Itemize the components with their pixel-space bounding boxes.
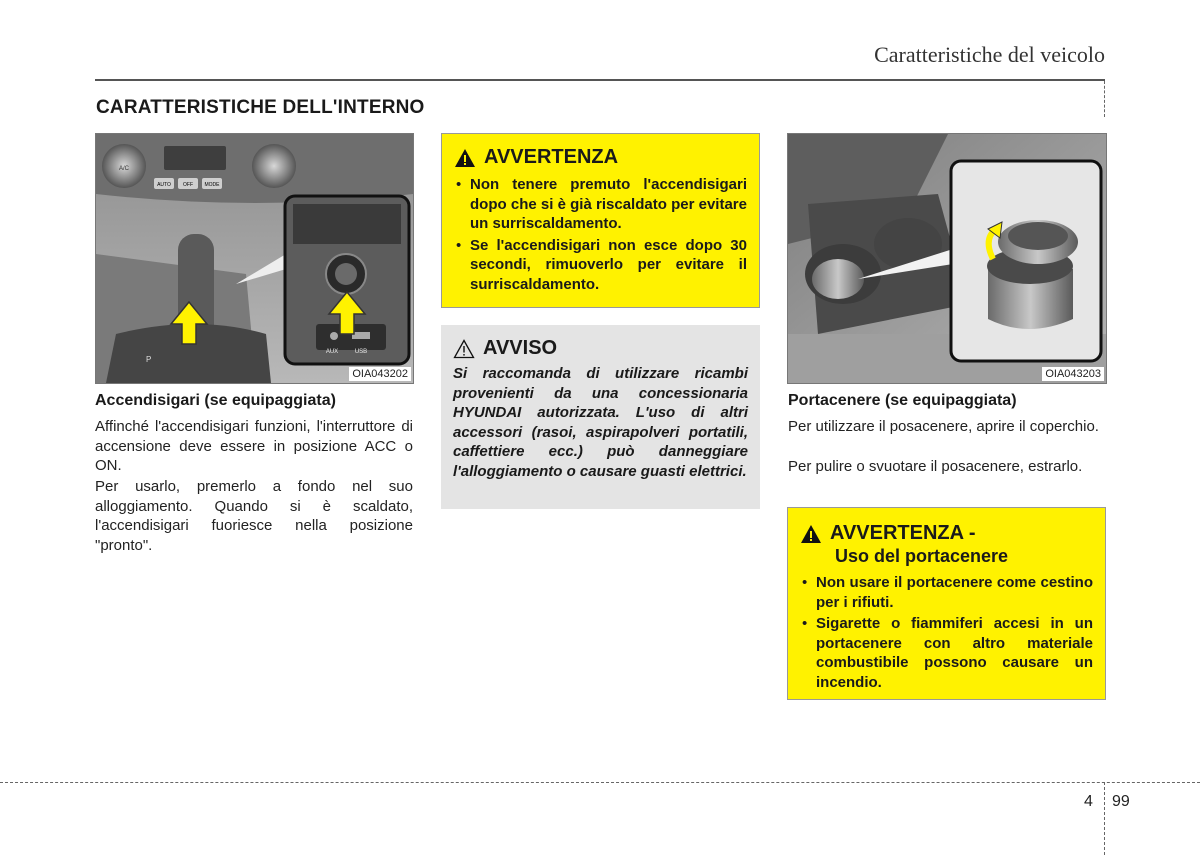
- margin-tick-top: [1104, 81, 1105, 117]
- warning-item: • Sigarette o fiammiferi accesi in un portacenere con altro materiale combustibile possono causare un incendio.: [800, 614, 1093, 692]
- ashtray-warning-box: [787, 507, 1106, 700]
- ashtray-warning-title-text: AVVERTENZA -: [830, 522, 976, 544]
- off-label: OFF: [183, 182, 193, 188]
- warning-title-text: AVVERTENZA: [484, 146, 619, 168]
- warning-item: • Se l'accendisigari non esce dopo 30 secondi, rimuoverlo per evitare il surriscaldamento.: [454, 236, 747, 295]
- aux-label: AUX: [325, 349, 339, 355]
- section-title: CARATTERISTICHE DELL'INTERNO: [96, 97, 425, 118]
- notice-title: [453, 337, 748, 360]
- warning-title: [454, 146, 747, 169]
- warning-item: • Non usare il portacenere come cestino per i rifiuti.: [800, 573, 1093, 612]
- ac-label: A/C: [118, 166, 130, 172]
- lighter-paragraph-1: Affinché l'accendisigari funzioni, l'interruttore di accensione deve essere in posizione ACC o ON.: [95, 418, 413, 474]
- gear-p-label: P: [146, 355, 152, 364]
- notice-body: Si raccomanda di utilizzare ricambi provenienti da una concessionaria HYUNDAI autorizzata. L'uso di altri accessori (rasoi, aspirapolveri portatili, caffettiere ecc.) può danneggiare l'alloggiamento o causare guasti elettrici.: [453, 365, 748, 480]
- margin-tick-bottom: [1104, 782, 1105, 855]
- ashtray-warning-title: [800, 522, 1093, 545]
- lighter-paragraph-2: Per usarlo, premerlo a fondo nel suo alloggiamento. Quando si è scaldato, l'accendisigari fuoriesce nella posizione "pronto".: [95, 478, 413, 554]
- ashtray-paragraph-2: Per pulire o svuotare il posacenere, estrarlo.: [788, 458, 1083, 475]
- footer-rule: [0, 782, 1200, 783]
- ashtray-photo: [787, 133, 1107, 384]
- usb-label: USB: [354, 349, 368, 355]
- warning-item: • Non tenere premuto l'accendisigari dopo che si è già riscaldato per evitare un surriscaldamento.: [454, 175, 747, 234]
- ashtray-paragraph-1: Per utilizzare il posacenere, aprire il coperchio.: [788, 418, 1099, 435]
- ashtray-warning-subtitle: Uso del portacenere: [835, 546, 1009, 566]
- auto-label: AUTO: [157, 182, 171, 188]
- photo-code: OIA043203: [1042, 367, 1104, 381]
- warning-triangle-icon: [800, 524, 822, 544]
- warning-box: [441, 133, 760, 308]
- notice-box: [441, 325, 760, 509]
- cigarette-lighter-photo: [95, 133, 414, 384]
- mode-label: MODE: [204, 182, 220, 188]
- page-number: 99: [1112, 793, 1130, 810]
- photo-code: OIA043202: [349, 367, 411, 381]
- caution-triangle-icon: [453, 339, 475, 359]
- lighter-subheading: Accendisigari (se equipaggiata): [95, 392, 336, 409]
- header-rule: [95, 79, 1105, 81]
- running-header: Caratteristiche del veicolo: [874, 42, 1105, 67]
- notice-title-text: AVVISO: [483, 337, 558, 359]
- chapter-number: 4: [1084, 793, 1093, 810]
- warning-triangle-icon: [454, 148, 476, 168]
- ashtray-subheading: Portacenere (se equipaggiata): [788, 392, 1017, 409]
